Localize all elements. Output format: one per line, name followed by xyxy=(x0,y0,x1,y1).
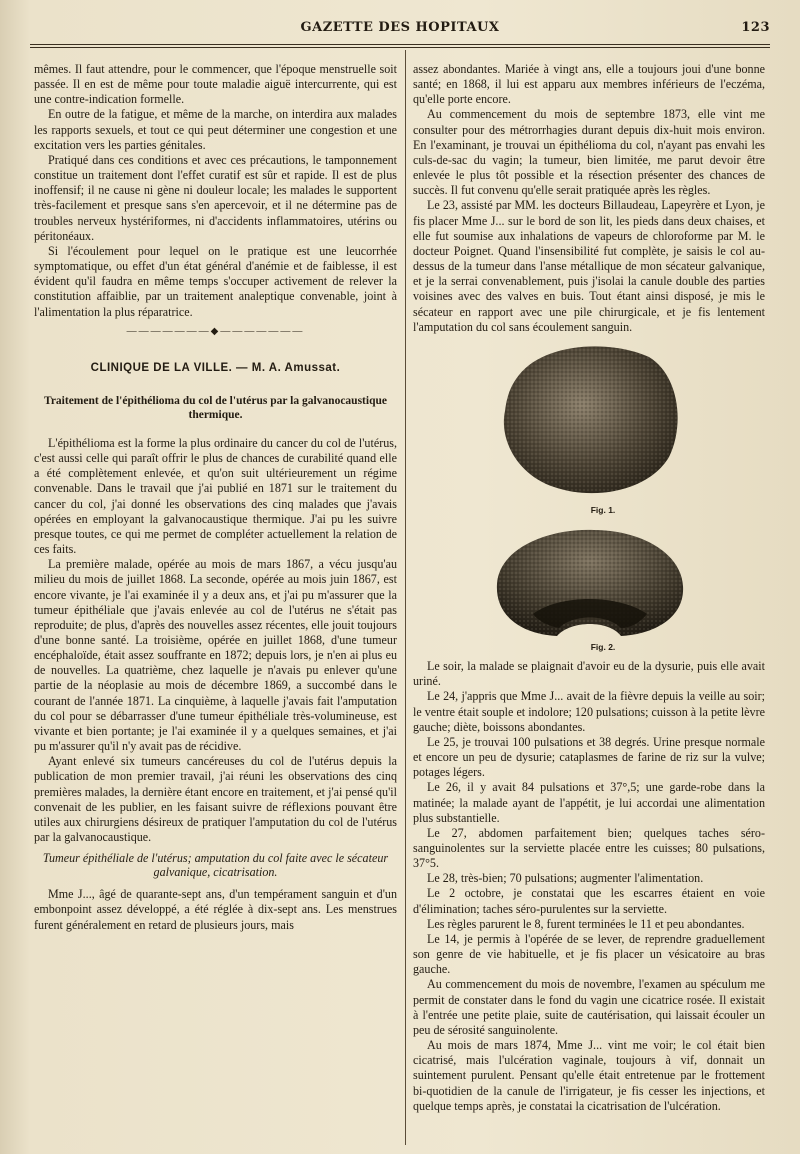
paragraph: Le 27, abdomen parfaitement bien; quelques taches séro-sanguinolentes sur la serviette placée entre les cuisses; 80 pulsations, 37°5. xyxy=(413,825,765,871)
page-number: 123 xyxy=(741,20,770,35)
paragraph: Le 26, il y avait 84 pulsations et 37°,5; une garde-robe dans la matinée; la malade ayant de l'appétit, je lui accordai une alimentation plus substantielle. xyxy=(413,780,765,825)
paragraph: Au commencement du mois de septembre 1873, elle vint me consulter pour des métrorrhagies durant depuis dix-huit mois environ. En l'examinant, je trouvai un épithélioma du col, n'ayant pas envahi les culs-de-sac du vagin; la tumeur, bien limitée, me parut devoir être enlevée le plus tôt possible et la résection présenter des chances de succès. Il fut convenu qu'elle serait pratiquée après les règles. xyxy=(413,107,765,198)
right-column xyxy=(413,62,765,1114)
paragraph: Le 2 octobre, je constatai que les escarres étaient en voie d'élimination; taches séro-purulentes sur la serviette. xyxy=(413,886,765,916)
paragraph: La première malade, opérée au mois de mars 1867, a vécu jusqu'au milieu du mois de juillet 1868. La seconde, opérée au mois juin 1867, est encore vivante, je l'ai examinée il y a deux ans, et j'ai pu m'assurer que la tumeur épithéliale que j'avais enlevée au col de l'utérus ne s'était pas reproduite; de plus, d'après des nouvelles assez récentes, elle jouit toujours d'une bonne santé. La troisième, opérée en juillet 1868, d'une tumeur encéphaloïde, était assez souffrante en 1872; depuis lors, je n'en ai plus eu de nouvelles. La quatrième, chez laquelle je n'avais pu enlever qu'une partie de la néoplasie au mois de décembre 1869, a succombé dans le courant de l'année 1871. La cinquième, à laquelle j'avais fait l'amputation du col pour se débarrasser d'une tumeur épithéliale très-volumineuse, est vivante et bien portante; je l'ai examinée il y a quelques semaines, et j'ai pu m'assurer qu'il n'y avait pas de récidive. xyxy=(34,557,397,754)
paragraph: Mme J..., âgé de quarante-sept ans, d'un tempérament sanguin et d'un embonpoint assez développé, a été réglée à dix-sept ans. Les menstrues furent généralement en retard de plusieurs jours, mais xyxy=(34,887,397,932)
paragraph: Le soir, la malade se plaignait d'avoir eu de la dysurie, puis elle avait uriné. xyxy=(413,659,765,689)
paragraph: Au commencement du mois de novembre, l'examen au spéculum me permit de constater dans le fond du vagin une cicatrice rosée. Il existait à l'entrée une petite plaie, suite de cautérisation, qui laissait écouler un peu de sérosité sanguinolente. xyxy=(413,977,765,1037)
figure-1-caption: Fig. 1. xyxy=(590,504,616,515)
header-rule-bottom xyxy=(30,47,770,48)
paragraph: Au mois de mars 1874, Mme J... vint me voir; le col était bien cicatrisé, mais l'ulcération vaginale, toujours à vif, donnait un suintement purulent. Pensant qu'elle était entretenue par le frottement bi-quotidien de la canule de l'irrigateur, je fis cesser les injections, et quelque temps après, je constatai la cicatrisation de l'ulcération. xyxy=(413,1038,765,1113)
column-divider xyxy=(405,50,406,1145)
tumor-illustration-fig1 xyxy=(489,335,689,503)
paragraph: mêmes. Il faut attendre, pour le commencer, que l'époque menstruelle soit passée. Il en est de même pour toute maladie aiguë intercurrente, qui est une contre-indication formelle. xyxy=(34,62,397,107)
paragraph: Le 25, je trouvai 100 pulsations et 38 degrés. Urine presque normale et encore un peu de dysurie; cataplasmes de farine de riz sur la vulve; potages légers. xyxy=(413,734,765,780)
tumor-illustration-fig2 xyxy=(489,522,689,640)
paragraph: Si l'écoulement pour lequel on le pratique est une leucorrhée symptomatique, ou effet d'un état général d'anémie et de faiblesse, il est évident qu'il faudra en même temps s'occuper activement de relever la constitution affaiblie, par un traitement analeptique convenable, joint à l'alimentation la plus réparatrice. xyxy=(34,243,397,319)
paragraph: Ayant enlevé six tumeurs cancéreuses du col de l'utérus depuis la publication de mon premier travail, j'ai réuni les observations des cinq premières malades, la dernière étant encore en traitement, et j'ai pensé qu'il convenait de les publier, en les faisant suivre de réflexions pouvant être utiles aux chirurgiens désireux de pratiquer l'amputation du col de l'utérus par la galvanocaustique. xyxy=(34,754,397,845)
paragraph: Le 24, j'appris que Mme J... avait de la fièvre depuis la veille au soir; le ventre était souple et indolore; 120 pulsations; cuisson à la petite lèvre gauche; diète, boissons abondantes. xyxy=(413,689,765,734)
figure-1 xyxy=(413,335,765,503)
figure-2 xyxy=(413,522,765,640)
article-title: Traitement de l'épithélioma du col de l'utérus par la galvanocaustique thermique. xyxy=(44,394,387,421)
case-title: Tumeur épithéliale de l'utérus; amputation du col faite avec le sécateur galvanique, cicatrisation. xyxy=(42,851,389,880)
ornament-divider: ———————◆——————— xyxy=(126,325,305,337)
left-column xyxy=(34,62,397,933)
journal-title: GAZETTE DES HOPITAUX xyxy=(300,20,500,35)
page-header xyxy=(30,20,770,42)
paragraph: Pratiqué dans ces conditions et avec ces précautions, le tamponnement constitue un traitement dont l'effet curatif est sûr et rapide. Il est de plus inoffensif; il ne cause ni gène ni douleur locale; les malades le supportent très-facilement et presque sans s'en apercevoir, et il ne détermine pas de troubles nerveux hystériformes, ni d'accidents inflammatoires, utérins ou péritonéaux. xyxy=(34,152,397,243)
paragraph: En outre de la fatigue, et même de la marche, on interdira aux malades les rapports sexuels, et tout ce qui peut déterminer une congestion et une excitation vers les parties génitales. xyxy=(34,107,397,152)
paragraph: Le 14, je permis à l'opérée de se lever, de reprendre graduellement son genre de vie habituelle, et je fis placer un vésicatoire au bras gauche. xyxy=(413,931,765,977)
figure-2-caption: Fig. 2. xyxy=(590,641,616,652)
paragraph: L'épithélioma est la forme la plus ordinaire du cancer du col de l'utérus, c'est aussi celle qui paraît offrir le plus de chances de curabilité quand elle a été complètement enlevée, et qu'on suit ultérieurement un régime convenable. Dans le travail que j'ai publié en 1871 sur le traitement du cancer du col, j'ai donné les observations des cinq malades que j'avais opérées en employant la galvanocaustique thermique. J'ai pu les suivre presque toutes, ce qui me permet de compléter actuellement la relation de ces faits. xyxy=(34,435,397,557)
paragraph: Le 23, assisté par MM. les docteurs Billaudeau, Lapeyrère et Lyon, je fis placer Mme J... sur le bord de son lit, les pieds dans deux chaises, et elle fut soumise aux inhalations de vapeurs de chloroforme par M. le docteur Poignet. Quand l'insensibilité fut complète, je saisis le col au-dessus de la tumeur dans l'anse métallique de mon sécateur galvanique, et je la serrai convenablement, puis j'isolai la canule double des parties voisines avec des valves en buis. Tout étant ainsi disposé, je mis le sécateur en rapport avec une pile chirurgicale, et je fis lentement l'amputation du col sans écoulement sanguin. xyxy=(413,198,765,334)
paragraph: Le 28, très-bien; 70 pulsations; augmenter l'alimentation. xyxy=(427,871,704,886)
section-heading: CLINIQUE DE LA VILLE. — M. A. Amussat. xyxy=(90,361,341,374)
paragraph: assez abondantes. Mariée à vingt ans, elle a toujours joui d'une bonne santé; en 1868, il lui est apparu aux membres inférieurs de l'eczéma, qu'elle porte encore. xyxy=(413,62,765,107)
paragraph: Les règles parurent le 8, furent terminées le 11 et peu abondantes. xyxy=(427,916,745,931)
header-rule-top xyxy=(30,44,770,45)
